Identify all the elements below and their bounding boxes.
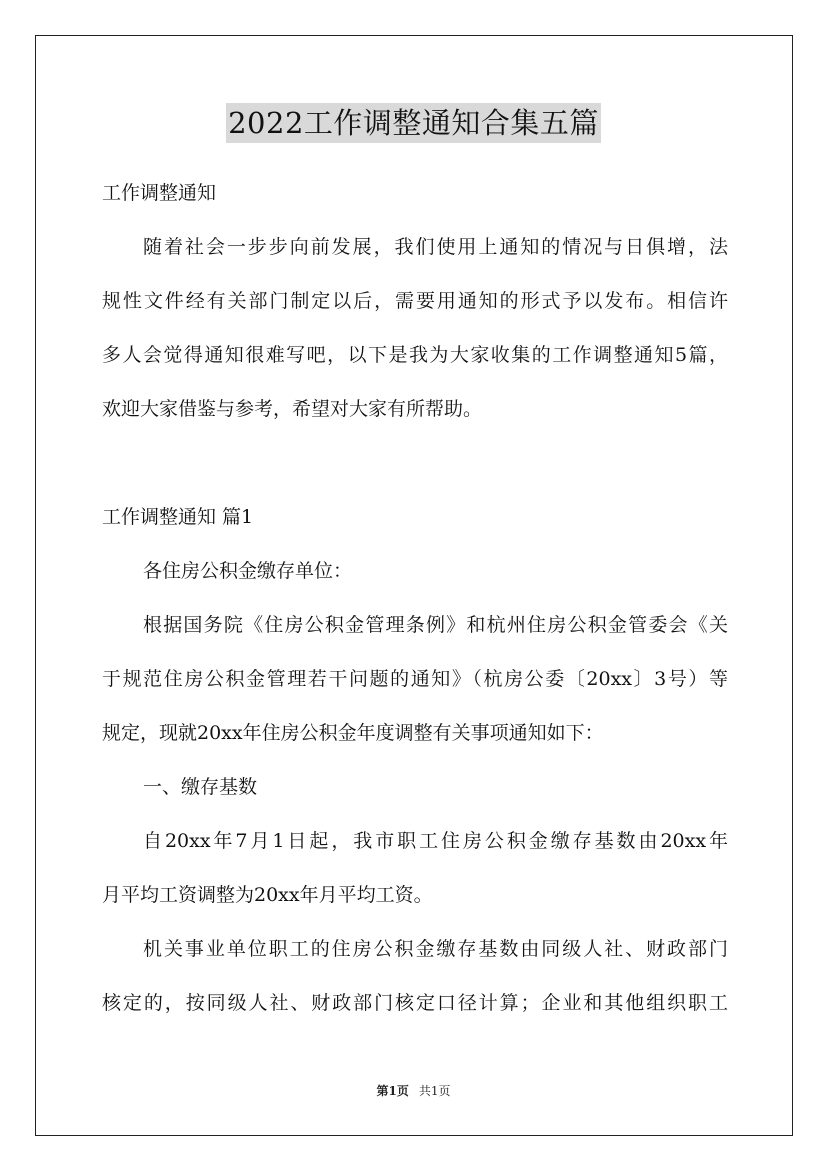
paragraph-line: 多人会觉得通知很难写吧，以下是我为大家收集的工作调整通知5篇，	[102, 344, 728, 366]
paragraph-line: 根据国务院《住房公积金管理条例》和杭州住房公积金管委会《关	[143, 614, 728, 636]
subsection-heading: 一、缴存基数	[143, 776, 258, 798]
paragraph-line: 核定的，按同级人社、财政部门核定口径计算；企业和其他组织职工	[102, 992, 728, 1014]
paragraph-line: 月平均工资调整为20xx年月平均工资。	[102, 884, 433, 906]
page-footer	[0, 1083, 827, 1099]
page-number: 第1页	[376, 1084, 409, 1098]
section-heading: 工作调整通知 篇1	[102, 506, 254, 528]
paragraph-line: 规定，现就20xx年住房公积金年度调整有关事项通知如下：	[102, 722, 604, 744]
title-container	[0, 103, 827, 143]
section-heading: 工作调整通知	[102, 182, 217, 204]
document-title: 2022工作调整通知合集五篇	[226, 103, 601, 143]
paragraph-line: 于规范住房公积金管理若干问题的通知》（杭房公委〔20xx〕3号）等	[102, 668, 728, 690]
paragraph-line: 规性文件经有关部门制定以后，需要用通知的形式予以发布。相信许	[102, 290, 728, 312]
paragraph-line: 自20xx年7月1日起，我市职工住房公积金缴存基数由20xx年	[143, 830, 728, 852]
paragraph-line: 随着社会一步步向前发展，我们使用上通知的情况与日俱增，法	[143, 236, 728, 258]
page-total: 共1页	[418, 1084, 451, 1098]
paragraph-line: 欢迎大家借鉴与参考，希望对大家有所帮助。	[102, 398, 483, 420]
paragraph-line: 各住房公积金缴存单位：	[143, 560, 353, 582]
paragraph-line: 机关事业单位职工的住房公积金缴存基数由同级人社、财政部门	[143, 938, 728, 960]
